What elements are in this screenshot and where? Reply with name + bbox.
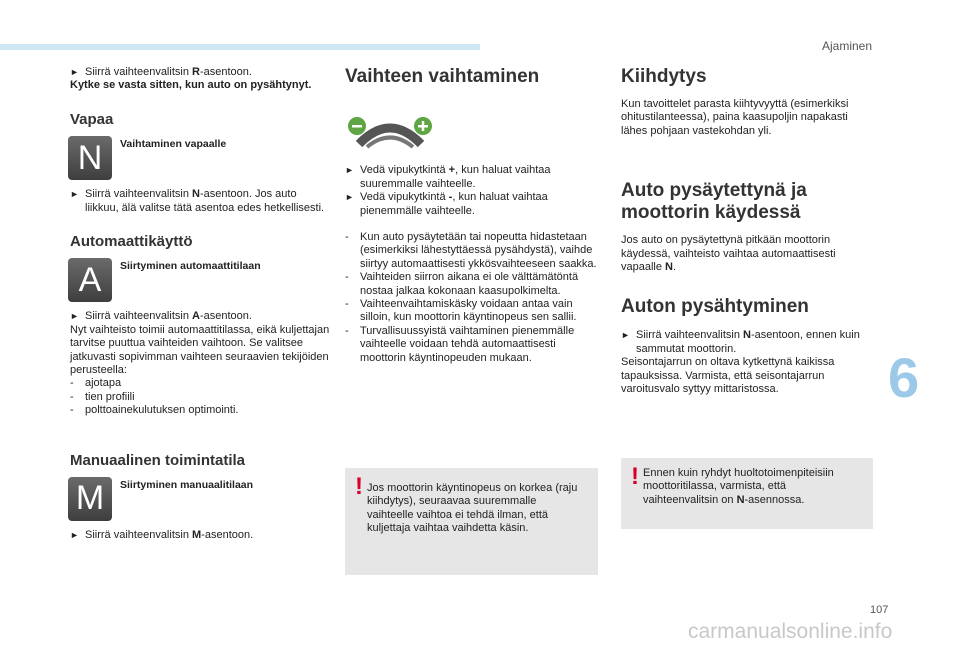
auto-list-item: - ajotapa	[70, 377, 122, 390]
bullet-icon: ►	[70, 530, 79, 541]
maintenance-note-text: Ennen kuin ryhdyt huoltotoimenpiteisiin moottoritilassa, varmista, että vaihteenvalitsin on N-asennossa.	[643, 467, 834, 506]
auto-bullet: ► Siirrä vaihteenvalitsin A-asentoon.	[70, 310, 252, 323]
auto-heading: Automaattikäyttö	[70, 233, 193, 251]
intro-bullet: ► Siirrä vaihteenvalitsin R-asentoon.	[70, 66, 252, 78]
shift-list-item: - Vaihteenvaihtamiskäsky voidaan antaa vain silloin, kun moottorin käyntinopeus sen sallii.	[345, 298, 577, 324]
intro-bold: Kytke se vasta sitten, kun auto on pysähtynyt.	[70, 79, 312, 92]
auto-list-item: - polttoainekulutuksen optimointi.	[70, 404, 239, 417]
neutral-gear-label: Vaihtaminen vapaalle	[120, 138, 227, 151]
steering-paddles-icon	[345, 114, 435, 154]
middle-column	[345, 66, 600, 365]
neutral-gear-icon: N	[68, 136, 112, 180]
bullet-icon: ►	[345, 192, 354, 203]
stopping-heading: Auton pysähtyminen	[621, 296, 809, 318]
auto-list-item: - tien profiili	[70, 390, 135, 403]
bullet-icon: ►	[345, 165, 354, 176]
stopping-text: Seisontajarrun on oltava kytkettynä kaikissa tapauksissa. Varmista, että seisontajarrun varoitusvalo syttyy mittaristossa.	[621, 356, 835, 396]
acceleration-heading: Kiihdytys	[621, 66, 707, 87]
shift-list-item: - Turvallisuussyistä vaihtaminen pienemmälle vaihteelle voidaan tehdä automaattisesti moottorin käyntinopeuden mukaan.	[345, 324, 575, 364]
shift-up-bullet: ► Vedä vipukytkintä +, kun haluat vaihtaa suuremmalle vaihteelle.	[345, 164, 551, 190]
warning-icon: !	[631, 463, 639, 490]
vapaa-heading: Vapaa	[70, 110, 114, 128]
shift-list-item: - Kun auto pysäytetään tai nopeutta hidastetaan (esimerkiksi lähestyttäessä pysähdystä), vaihde siirtyy automaattisesti ykkösvaihteeseen saakka.	[345, 231, 597, 270]
neutral-gear-row	[68, 138, 330, 180]
rpm-note-text: Jos moottorin käyntinopeus on korkea (raju kiihdytys), seuraavaa suuremmalle vaihteelle vaihtoa ei tehdä ilman, että kuljettaja vaihtaa vaihdetta käsin.	[367, 482, 578, 535]
auto-text: Nyt vaihteisto toimii automaattitilassa, eikä kuljettajan tarvitse puuttua vaihteiden vaihtoon. Se valitsee jatkuvasti sopivimman vaihteen seuraavien tekijöiden perusteella:	[70, 323, 330, 377]
maintenance-warning-note	[621, 458, 873, 529]
manual-gear-label: Siirtyminen manuaalitilaan	[120, 479, 254, 492]
left-column	[70, 66, 330, 543]
chapter-title: Ajaminen	[822, 39, 873, 53]
page-number: 107	[870, 604, 889, 616]
bullet-icon: ►	[70, 67, 79, 77]
manual-gear-row	[68, 479, 330, 521]
chapter-number-tab: 6	[888, 346, 920, 409]
bullet-icon: ►	[621, 330, 630, 341]
auto-gear-label: Siirtyminen automaattitilaan	[120, 260, 261, 273]
warning-icon: !	[355, 473, 363, 500]
bullet-icon: ►	[70, 189, 79, 200]
stopped-running-heading: Auto pysäytettynä ja moottorin käydessä	[621, 180, 807, 224]
auto-gear-row	[68, 260, 330, 302]
manual-gear-icon: M	[68, 477, 112, 521]
auto-gear-icon: A	[68, 258, 112, 302]
shift-heading: Vaihteen vaihtaminen	[345, 66, 540, 87]
bullet-icon: ►	[70, 311, 79, 322]
rpm-warning-note	[345, 468, 598, 575]
right-column	[621, 66, 876, 396]
stopping-bullet: ► Siirrä vaihteenvalitsin N-asentoon, ennen kuin sammutat moottorin.	[621, 329, 860, 355]
manual-bullet: ► Siirrä vaihteenvalitsin M-asentoon.	[70, 529, 254, 542]
shift-down-bullet: ► Vedä vipukytkintä -, kun haluat vaihtaa pienemmälle vaihteelle.	[345, 191, 548, 217]
stopped-running-text: Jos auto on pysäytettynä pitkään moottorin käydessä, vaihteisto vaihtaa automaattisesti vapaalle N.	[621, 234, 836, 274]
header-bar	[0, 44, 480, 50]
manual-heading: Manuaalinen toimintatila	[70, 451, 246, 469]
watermark: carmanualsonline.info	[688, 620, 893, 643]
shift-list-item: - Vaihteiden siirron aikana ei ole välttämätöntä nostaa jalkaa kokonaan kaasupolkimelta.	[345, 271, 579, 297]
vapaa-bullet: ► Siirrä vaihteenvalitsin N-asentoon. Jos auto liikkuu, älä valitse tätä asentoa edes hetkellisesti.	[70, 188, 325, 214]
acceleration-text: Kun tavoittelet parasta kiihtyvyyttä (esimerkiksi ohitustilanteessa), paina kaasupoljin napakasti lähes pohjaan vastekohdan yli.	[621, 98, 849, 137]
